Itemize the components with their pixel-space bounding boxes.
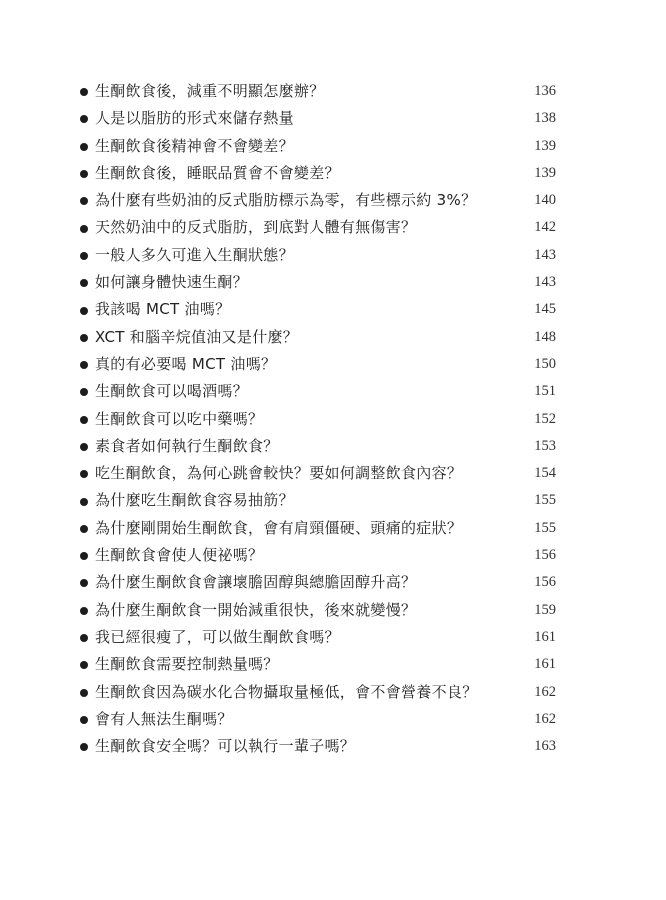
toc-entry (80, 487, 556, 514)
toc-entry-title: 真的有必要喝 MCT 油嗎？ (95, 354, 277, 373)
toc-entry (80, 542, 556, 569)
bullet-icon (80, 252, 88, 260)
toc-entry-page: 161 (534, 656, 556, 673)
toc-entry-title: 人是以脂肪的形式來儲存熱量 (95, 109, 294, 128)
toc-entry (80, 597, 556, 624)
toc-entry-page: 156 (534, 574, 556, 591)
toc-entry (80, 706, 556, 733)
toc-entry-page: 155 (534, 492, 556, 509)
toc-entry-title: 生酮飲食需要控制熱量嗎？ (95, 655, 279, 674)
toc-entry (80, 406, 556, 433)
toc-entry-title: 為什麼生酮飲食一開始減重很快，後來就變慢？ (95, 600, 417, 619)
bullet-icon (80, 579, 88, 587)
toc-entry (80, 433, 556, 460)
bullet-icon (80, 88, 88, 96)
toc-entry (80, 624, 556, 651)
toc-entry-page: 159 (534, 601, 556, 618)
toc-entry (80, 378, 556, 405)
toc-entry-page: 136 (534, 83, 556, 99)
toc-entry-page: 162 (534, 683, 556, 700)
bullet-icon (80, 716, 88, 724)
bullet-icon (80, 498, 88, 506)
toc-entry-title: 生酮飲食可以吃中藥嗎？ (95, 409, 264, 428)
toc-entry (80, 324, 556, 351)
toc-entry (80, 242, 556, 269)
toc-entry-title: 為什麼生酮飲食會讓壞膽固醇與總膽固醇升高？ (95, 573, 417, 592)
toc-entry-title: 生酮飲食因為碳水化合物攝取量極低，會不會營養不良？ (95, 682, 478, 701)
toc-entry-title: 我已經很瘦了，可以做生酮飲食嗎？ (95, 627, 340, 646)
toc-entry-title: 一般人多久可進入生酮狀態？ (95, 245, 294, 264)
toc-entry-title: 生酮飲食安全嗎？可以執行一輩子嗎？ (95, 737, 356, 756)
toc-entry (80, 569, 556, 596)
toc-entry (80, 269, 556, 296)
toc-entry (80, 460, 556, 487)
toc-entry-page: 139 (534, 164, 556, 181)
toc-entry (80, 105, 556, 132)
bullet-icon (80, 416, 88, 424)
toc-entry (80, 160, 556, 187)
toc-entry-title: 如何讓身體快速生酮？ (95, 273, 249, 292)
bullet-icon (80, 361, 88, 369)
bullet-icon (80, 470, 88, 478)
toc-entry-title: 天然奶油中的反式脂肪，到底對人體有無傷害？ (95, 218, 417, 237)
toc-entry (80, 679, 556, 706)
toc-entry (80, 651, 556, 678)
bullet-icon (80, 443, 88, 451)
toc-entry-page: 161 (534, 628, 556, 645)
toc-entry (80, 214, 556, 241)
bullet-icon (80, 661, 88, 669)
toc-entry-page: 142 (534, 219, 556, 236)
bullet-icon (80, 552, 88, 560)
toc-entry-page: 156 (534, 547, 556, 564)
bullet-icon (80, 279, 88, 287)
bullet-icon (80, 388, 88, 396)
toc-entry-title: 會有人無法生酮嗎？ (95, 709, 233, 728)
toc-entry-page: 162 (534, 710, 556, 727)
toc-entry-title: 為什麼有些奶油的反式脂肪標示為零，有些標示約 3%？ (95, 191, 477, 210)
toc-entry-page: 148 (534, 328, 556, 345)
toc-entry-page: 150 (534, 355, 556, 372)
toc-entry (80, 733, 556, 760)
toc-entry-page: 143 (534, 274, 556, 291)
bullet-icon (80, 197, 88, 205)
toc-entry-title: 我該喝 MCT 油嗎？ (95, 300, 231, 319)
toc-entry-page: 154 (534, 465, 556, 482)
bullet-icon (80, 170, 88, 178)
table-of-contents (80, 78, 556, 760)
toc-entry-page: 143 (534, 246, 556, 263)
toc-entry-title: 生酮飲食會使人便祕嗎？ (95, 546, 264, 565)
toc-entry-title: 生酮飲食後精神會不會變差？ (95, 136, 294, 155)
toc-entry-title: 為什麼剛開始生酮飲食，會有肩頸僵硬、頭痛的症狀？ (95, 518, 463, 537)
toc-entry-page: 138 (534, 110, 556, 127)
toc-entry-page: 155 (534, 519, 556, 536)
toc-entry-page: 151 (534, 383, 556, 400)
toc-entry-title: 素食者如何執行生酮飲食？ (95, 436, 279, 455)
bullet-icon (80, 525, 88, 533)
toc-entry (80, 296, 556, 323)
bullet-icon (80, 607, 88, 615)
toc-entry (80, 187, 556, 214)
toc-entry-page: 153 (534, 437, 556, 454)
toc-entry-page: 145 (534, 301, 556, 318)
toc-entry-title: 吃生酮飲食，為何心跳會較快？要如何調整飲食內容？ (95, 464, 463, 483)
toc-entry (80, 78, 556, 105)
bullet-icon (80, 634, 88, 642)
bullet-icon (80, 334, 88, 342)
bullet-icon (80, 689, 88, 697)
bullet-icon (80, 225, 88, 233)
toc-entry (80, 133, 556, 160)
toc-entry-title: 生酮飲食後，睡眠品質會不會變差？ (95, 163, 340, 182)
toc-entry-page: 163 (534, 738, 556, 755)
toc-entry (80, 351, 556, 378)
toc-entry-page: 152 (534, 410, 556, 427)
toc-entry-title: 為什麼吃生酮飲食容易抽筋？ (95, 491, 294, 510)
toc-entry (80, 515, 556, 542)
bullet-icon (80, 743, 88, 751)
bullet-icon (80, 307, 88, 315)
toc-entry-page: 140 (534, 192, 556, 209)
toc-entry-title: 生酮飲食可以喝酒嗎？ (95, 382, 249, 401)
bullet-icon (80, 115, 88, 123)
toc-entry-page: 139 (534, 137, 556, 154)
toc-entry-title: 生酮飲食後，減重不明顯怎麼辦？ (95, 82, 325, 100)
toc-entry-title: XCT 和腦辛烷值油又是什麼？ (95, 327, 299, 346)
bullet-icon (80, 143, 88, 151)
